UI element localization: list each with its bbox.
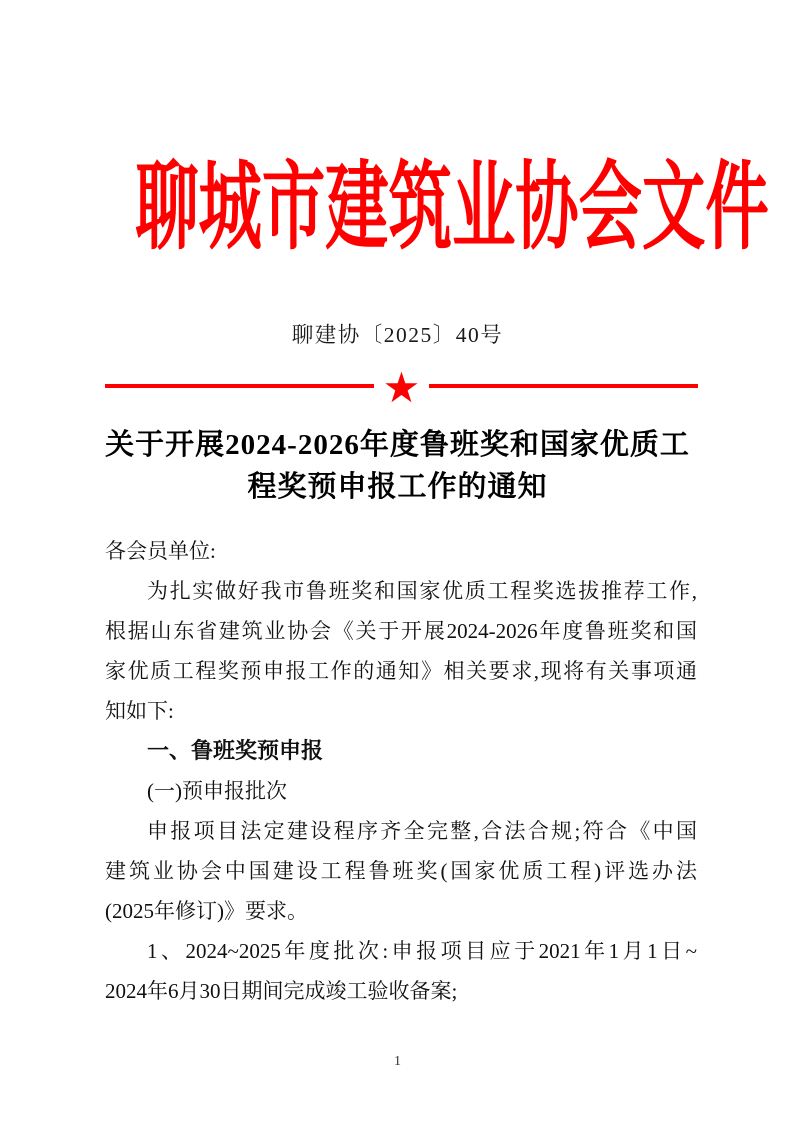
notice-body [105,531,697,1011]
letterhead-org-title: 聊城市建筑业协会文件 [135,154,769,261]
notice-title-line1: 关于开展2024-2026年度鲁班奖和国家优质工 [105,429,690,461]
body-line: (2025年修订)》要求。 [105,899,308,923]
body-line: 为扎实做好我市鲁班奖和国家优质工程奖选拔推荐工作, [147,579,697,603]
notice-title [0,424,795,508]
body-line: 1、2024~2025年度批次:申报项目应于2021年1月1日~ [147,939,697,963]
body-line: 知如下: [105,699,174,723]
body-line: 家优质工程奖预申报工作的通知》相关要求,现将有关事项通 [105,659,697,683]
divider-line-left [105,384,374,388]
doc-reference-number: 聊建协〔2025〕40号 [291,323,504,347]
page-number: 1 [394,1054,401,1069]
body-line: 2024年6月30日期间完成竣工验收备案; [105,979,458,1003]
section-heading: 一、鲁班奖预申报 [147,738,324,763]
body-line: 根据山东省建筑业协会《关于开展2024-2026年度鲁班奖和国 [105,619,697,643]
red-divider [105,363,698,412]
notice-title-line2: 程奖预申报工作的通知 [247,471,548,503]
salutation-line: 各会员单位: [105,539,216,563]
body-line: 申报项目法定建设程序齐全完整,合法合规;符合《中国 [147,819,697,843]
subsection-heading: (一)预申报批次 [147,779,287,803]
star-icon: ★ [382,363,421,412]
divider-line-right [429,384,698,388]
body-line: 建筑业协会中国建设工程鲁班奖(国家优质工程)评选办法 [105,859,697,883]
